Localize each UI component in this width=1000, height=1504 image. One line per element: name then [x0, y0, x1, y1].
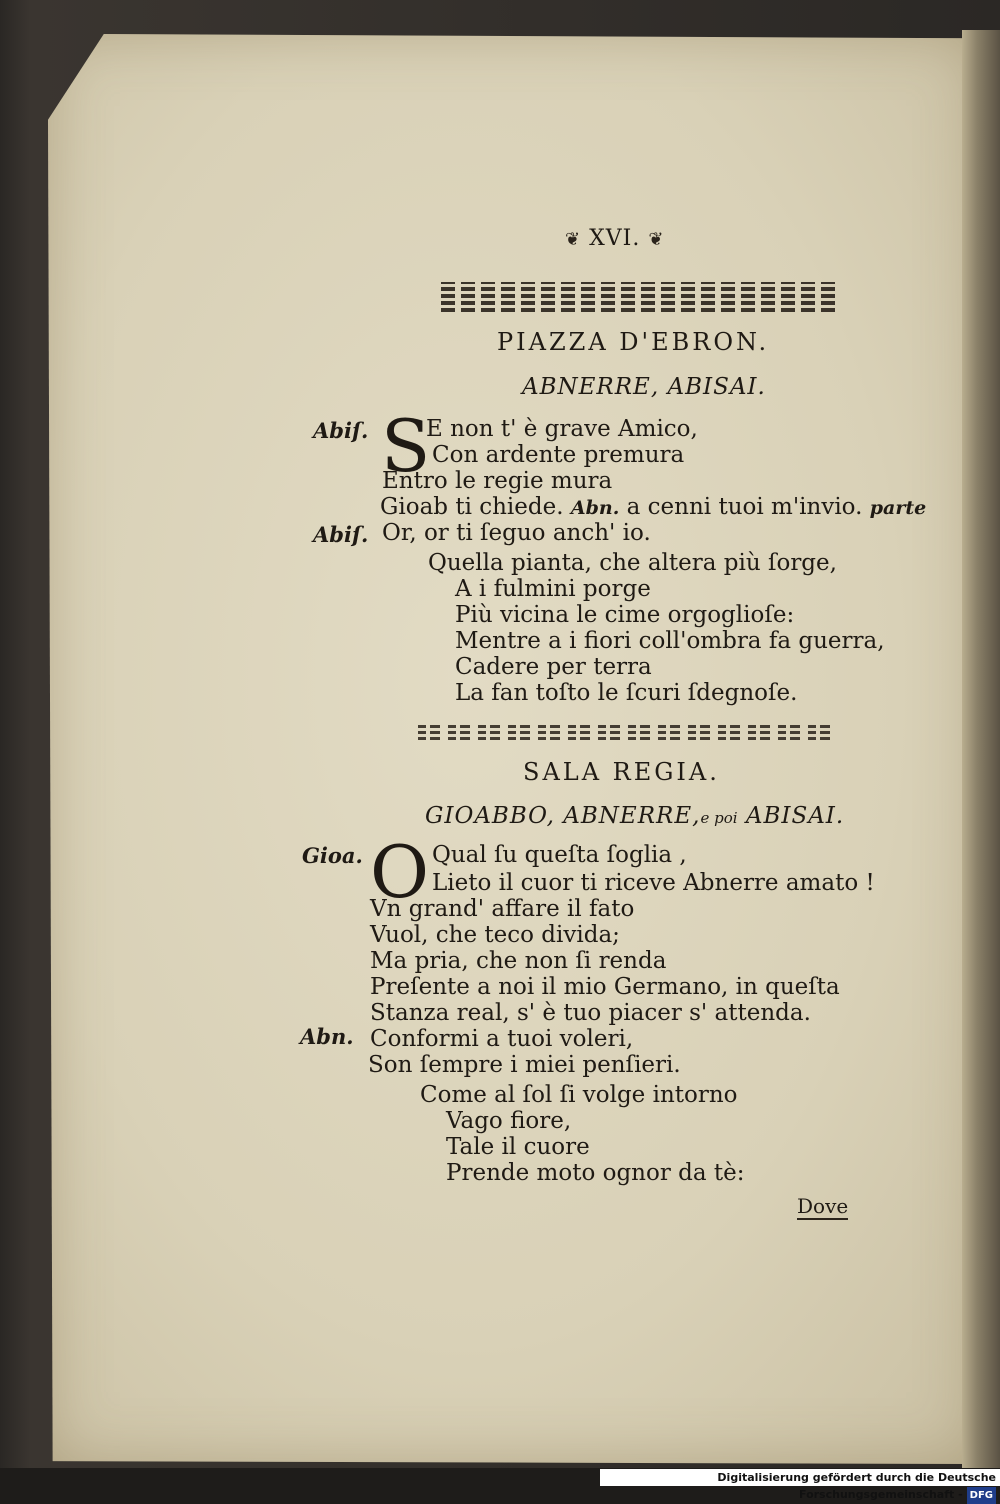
- ornamental-band-middle: [418, 722, 838, 740]
- characters-text: ABISAI.: [745, 803, 845, 829]
- verse-line: Quella pianta, che altera più ſorge,: [428, 550, 837, 576]
- speaker-label: Abn.: [300, 1024, 354, 1049]
- inline-speaker: Abn.: [570, 497, 620, 519]
- speaker-label: Abiſ.: [313, 522, 369, 547]
- catchword: Dove: [797, 1194, 849, 1218]
- verse-line: Preſente a noi il mio Germano, in queſta: [370, 974, 840, 1000]
- scene1-characters: ABNERRE, ABISAI.: [522, 374, 766, 400]
- verse-line: Vuol, che teco divida;: [370, 922, 620, 948]
- verse-line: Tale il cuore: [446, 1134, 590, 1160]
- ornamental-band-top: [441, 282, 837, 312]
- page-number: [565, 226, 664, 251]
- scene2-title: SALA REGIA.: [523, 758, 720, 786]
- characters-text: GIOABBO, ABNERRE,: [425, 803, 701, 829]
- verse-line: Lieto il cuor ti riceve Abnerre amato !: [432, 870, 875, 896]
- scene2-characters: [425, 803, 844, 829]
- verse-line: E non t' è grave Amico,: [426, 416, 698, 442]
- verse-line: La fan toſto le ſcuri ſdegnoſe.: [455, 680, 798, 706]
- verse-line: A i fulmini porge: [455, 576, 651, 602]
- verse-line: Cadere per terra: [455, 654, 652, 680]
- verse-line: Vn grand' affare il fato: [370, 896, 635, 922]
- characters-small: e poi: [700, 809, 738, 827]
- dfg-logo: DFG: [967, 1487, 996, 1504]
- fleuron-left-icon: ❦: [565, 229, 582, 250]
- verse-line: Ma pria, che non ſi renda: [370, 948, 667, 974]
- speaker-label: Gioa.: [302, 843, 363, 868]
- verse-line: Più vicina le cime orgoglioſe:: [455, 602, 795, 628]
- verse-line: Come al ſol ſi volge intorno: [420, 1082, 738, 1108]
- scene1-title: PIAZZA D'EBRON.: [497, 328, 770, 356]
- verse-line: Prende moto ognor da tè:: [446, 1160, 745, 1186]
- verse-line: Conformi a tuoi voleri,: [370, 1026, 634, 1052]
- speaker-label: Abiſ.: [313, 418, 369, 443]
- verse-line: Con ardente premura: [432, 442, 685, 468]
- stage-direction: parte: [869, 497, 927, 519]
- drop-cap: S: [381, 404, 431, 488]
- verse-line: Qual ſu queſta ſoglia ,: [432, 842, 687, 868]
- book-page: [48, 34, 978, 1464]
- verse-line: Entro le regie mura: [382, 468, 613, 494]
- digitization-footer: [600, 1469, 1000, 1501]
- verse-line: Stanza real, s' è tuo piacer s' attenda.: [370, 1000, 811, 1026]
- book-spine: [962, 30, 1000, 1468]
- page-number-text: XVI.: [589, 226, 641, 251]
- fleuron-right-icon: ❦: [648, 229, 665, 250]
- verse-line: Or, or ti ſeguo anch' io.: [382, 520, 651, 546]
- verse-text: a cenni tuoi m'invio.: [626, 494, 863, 520]
- verse-line: Son ſempre i miei penſieri.: [368, 1052, 681, 1078]
- verse-line: Vago fiore,: [446, 1108, 572, 1134]
- drop-cap: O: [370, 830, 430, 914]
- verse-line: [380, 494, 926, 520]
- verse-text: Gioab ti chiede.: [380, 494, 564, 520]
- verse-line: Mentre a i fiori coll'ombra fa guerra,: [455, 628, 885, 654]
- footer-text: Digitalisierung gefördert durch die Deutsche Forschungsgemeinschaft -: [717, 1471, 996, 1501]
